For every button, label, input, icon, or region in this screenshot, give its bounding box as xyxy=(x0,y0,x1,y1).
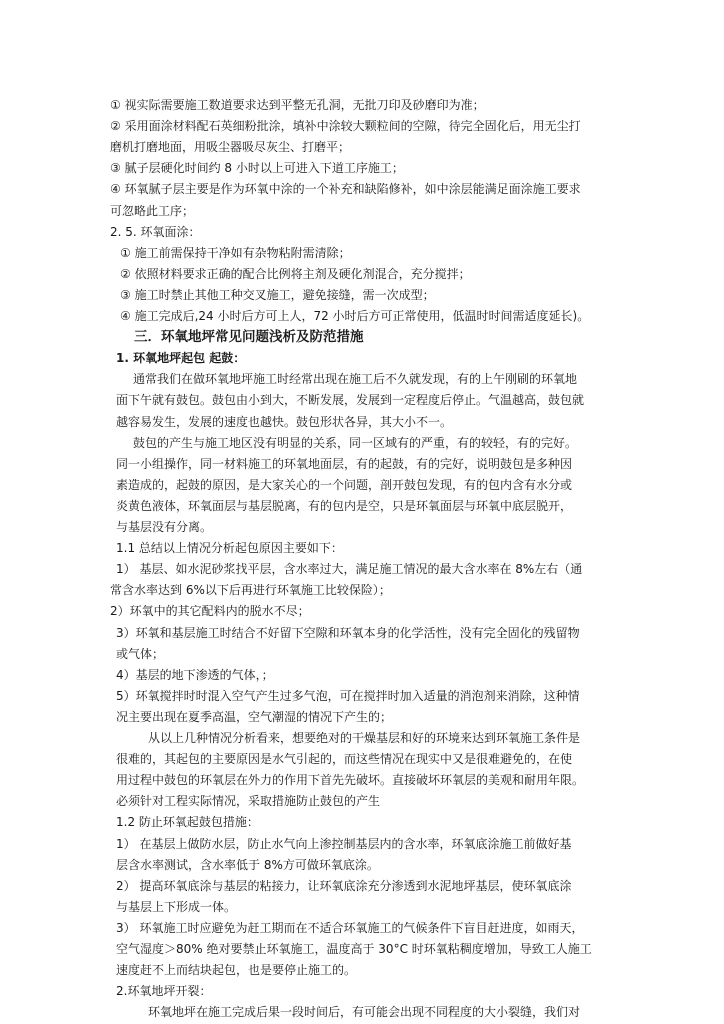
text-line: 速度赶不上而结块起包，也是要停止施工的。 xyxy=(116,963,357,978)
text-line: 况主要出现在夏季高温，空气潮湿的情况下产生的； xyxy=(116,709,393,724)
text-line: 同一小组操作，同一材料施工的环氧地面层，有的起鼓，有的完好，说明鼓包是多种因 xyxy=(116,456,573,471)
section-heading: 1. 环氧地坪起包 起鼓： xyxy=(116,351,246,366)
text-line: ② 采用面涂材料配石英细粉批涂，填补中涂较大颗粒间的空隙，待完全固化后，用无尘打 xyxy=(110,119,581,134)
text-line: 环氧地坪在施工完成后果一段时间后，有可能会出现不同程度的大小裂缝，我们对 xyxy=(148,1005,581,1020)
text-line: 2）环氧中的其它配料内的脱水不尽； xyxy=(110,604,310,619)
text-line: 2.环氧地坪开裂： xyxy=(116,984,212,999)
text-line: 与基层上下形成一体。 xyxy=(116,899,237,914)
text-line: ① 施工前需保持干净如有杂物粘附需清除； xyxy=(120,245,351,260)
text-line: ② 依照材料要求正确的配合比例将主剂及硬化剂混合，充分搅拌； xyxy=(120,266,471,281)
text-line: 与基层没有分离。 xyxy=(116,520,213,534)
text-line: 鼓包的产生与施工地区没有明显的关系，同一区域有的严重，有的较轻，有的完好。 xyxy=(133,435,578,450)
text-line: 1） 基层、如水泥砂浆找平层，含水率过大，满足施工情况的最大含水率在 8%左右（通 xyxy=(116,562,583,577)
text-line: 面下午就有鼓包。鼓包由小到大，不断发展，发展到一定程度后停止。气温越高，鼓包就 xyxy=(116,393,585,408)
text-line: 磨机打磨地面，用吸尘器吸尽灰尘、打磨平； xyxy=(110,140,351,155)
text-line: 3） 环氧施工时应避免为赶工期而在不适合环氧施工的气候条件下盲目赶进度，如雨天， xyxy=(116,920,584,935)
section-heading: 三．环氧地坪常见问题浅析及防范措施 xyxy=(134,329,364,346)
text-line: 很难的，其起包的主要原因是水气引起的，而这些情况在现实中又是很难避免的，在使 xyxy=(116,752,573,767)
text-line: 素造成的，起鼓的原因，是大家关心的一个问题，剖开鼓包发现，有的包内含有水分或 xyxy=(116,477,573,492)
text-line: ① 视实际需要施工数道要求达到平整无孔洞，无批刀印及砂磨印为准； xyxy=(110,98,485,112)
text-line: 从以上几种情况分析看来，想要绝对的干燥基层和好的环境来达到环氧施工条件是 xyxy=(148,731,581,745)
text-line: 4）基层的地下渗透的气体，； xyxy=(116,667,274,682)
text-line: ③ 施工时禁止其他工种交叉施工，避免接缝，需一次成型； xyxy=(120,287,435,302)
text-line: 2） 提高环氧底涂与基层的粘接力，让环氧底涂充分渗透到水泥地坪基层，使环氧底涂 xyxy=(116,878,572,893)
text-line: 1.1 总结以上情况分析起包原因主要如下： xyxy=(116,541,343,556)
text-line: 或气体； xyxy=(116,646,165,661)
text-line: 通常我们在做环氧地坪施工时经常出现在施工后不久就发现，有的上午刚刷的环氧地 xyxy=(133,372,578,387)
text-line: ④ 环氧腻子层主要是作为环氧中涂的一个补充和缺陷修补，如中涂层能满足面涂施工要求 xyxy=(110,182,581,197)
text-line: 常含水率达到 6%以下后再进行环氧施工比较保险）； xyxy=(110,583,391,598)
text-line: ④ 施工完成后,24 小时后方可上人，72 小时后方可正常使用，低温时时间需适度延长)。 xyxy=(120,309,590,323)
text-line: 1） 在基层上做防水层，防止水气向上渗控制基层内的含水率，环氧底涂施工前做好基 xyxy=(116,836,572,851)
text-line: 空气湿度＞80% 绝对要禁止环氧施工，温度高于 30°C 时环氧粘稠度增加，导致工人施工 xyxy=(116,942,592,956)
text-line: 1.2 防止环氧起鼓包措施： xyxy=(116,815,259,830)
text-line: 5）环氧搅拌时时混入空气产生过多气泡，可在搅拌时加入适量的消泡剂来消除，这种情 xyxy=(116,688,580,703)
text-line: 2. 5. 环氧面涂： xyxy=(110,224,201,239)
text-line: 层含水率测试，含水率低于 8%方可做环氧底涂。 xyxy=(116,857,379,872)
text-line: ③ 腻子层硬化时间约 8 小时以上可进入下道工序施工； xyxy=(110,161,404,176)
text-line: 可忽略此工序； xyxy=(110,203,195,218)
text-line: 3）环氧和基层施工时结合不好留下空隙和环氧本身的化学活性，没有完全固化的残留物 xyxy=(116,625,580,640)
text-line: 炎黄色液体，环氧面层与基层脱离，有的包内是空，只是环氧面层与环氧中底层脱开， xyxy=(116,498,573,513)
text-line: 用过程中鼓包的环氧层在外力的作用下首先先破坏。直接破坏环氧层的美观和耐用年限。 xyxy=(116,773,585,788)
text-line: 必须针对工程实际情况，采取措施防止鼓包的产生 xyxy=(116,794,381,809)
text-line: 越容易发生，发展的速度也越快。鼓包形状各异，其大小不一。 xyxy=(116,414,453,429)
